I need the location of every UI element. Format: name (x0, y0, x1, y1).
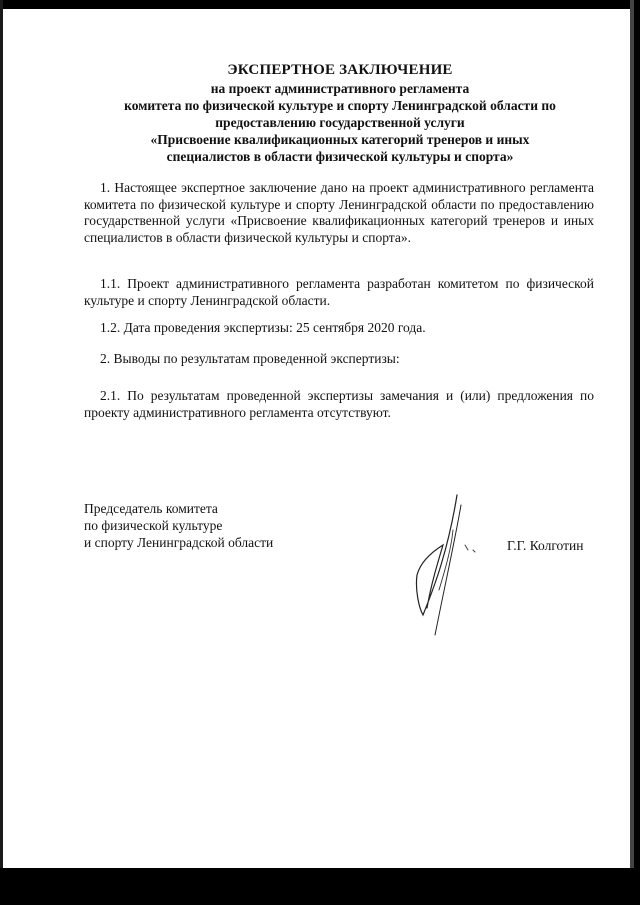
paragraph-2: 2. Выводы по результатам проведенной экспертизы: (100, 351, 400, 366)
paragraph-1: 1. Настоящее экспертное заключение дано на проект административного регламента комитета по физической культуре и спорту Ленинградской области по предоставлению государственной услуги «Присвоение квалификационных категорий тренеров и иных специалистов в области физической культуры и спорта». (84, 180, 594, 245)
subtitle-line: специалистов в области физической культуры и спорта» (166, 149, 514, 164)
signatory-name: Г.Г. Колготин (507, 538, 584, 553)
paragraph-1-1: 1.1. Проект административного регламента разработан комитетом по физической культуре и спорту Ленинградской области. (84, 276, 594, 308)
subtitle-line: на проект административного регламента (210, 81, 470, 96)
position-line: Председатель комитета (84, 501, 218, 516)
paragraph-2-1: 2.1. По результатам проведенной экспертизы замечания и (или) предложения по проекту административного регламента отсутствуют. (84, 388, 594, 420)
scan-edge-left (0, 0, 3, 868)
position-line: и спорту Ленинградской области (84, 535, 274, 550)
subtitle-line: предоставлению государственной услуги (215, 115, 465, 130)
document-heading (70, 61, 610, 165)
subtitle-line: комитета по физической культуре и спорту Ленинградской области по (124, 98, 556, 113)
position-line: по физической культуре (84, 518, 223, 533)
document-title: ЭКСПЕРТНОЕ ЗАКЛЮЧЕНИЕ (227, 62, 453, 78)
handwritten-signature (395, 490, 485, 640)
signatory-position (84, 500, 273, 551)
scan-edge-top (0, 0, 640, 9)
subtitle-line: «Присвоение квалификационных категорий тренеров и иных (150, 132, 530, 147)
scan-edge-right (634, 0, 640, 868)
paragraph-1-2: 1.2. Дата проведения экспертизы: 25 сентября 2020 года. (100, 320, 426, 335)
